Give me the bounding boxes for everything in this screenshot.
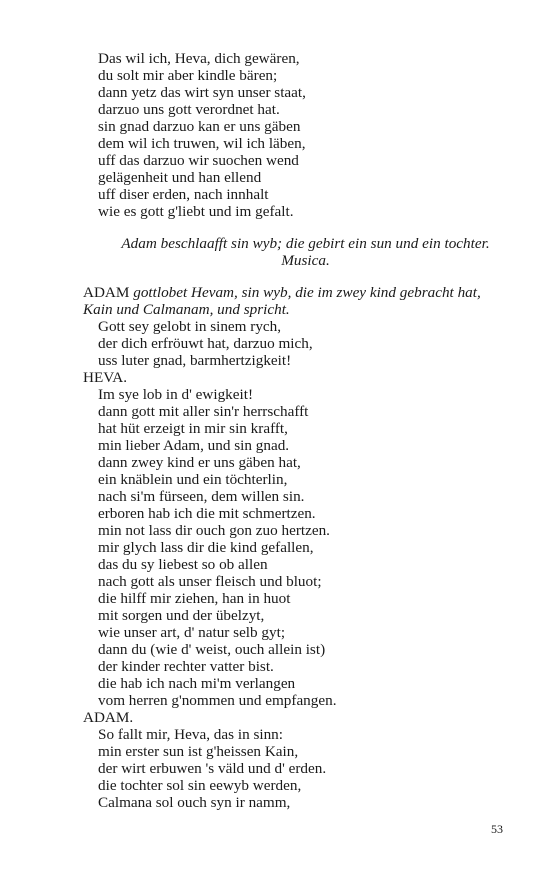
verse-line: min lieber Adam, und sin gnad. [98, 437, 290, 454]
speaker-name: ADAM [83, 284, 130, 301]
verse-line: uff diser erden, nach innhalt [98, 186, 269, 203]
verse-line: dann gott mit aller sin'r herrschafft [98, 403, 309, 420]
verse-line: dann yetz das wirt syn unser staat, [98, 84, 306, 101]
verse-line: wie unser art, d' natur selb gyt; [98, 624, 286, 641]
verse-line: uss luter gnad, barmhertzigkeit! [98, 352, 292, 369]
speech-adam [83, 709, 513, 811]
stage-direction [83, 235, 513, 269]
speaker-heading [83, 284, 513, 318]
verse-block [83, 50, 513, 220]
stage-direction-line: Musica. [281, 252, 330, 269]
verse-line: die tochter sol sin eewyb werden, [98, 777, 302, 794]
verse-line: sin gnad darzuo kan er uns gäben [98, 118, 301, 135]
verse-line: erboren hab ich die mit schmertzen. [98, 505, 316, 522]
verse-line: der wirt erbuwen 's väld und d' erden. [98, 760, 327, 777]
verse-line: Calmana sol ouch syn ir namm, [98, 794, 291, 811]
verse-line: uff das darzuo wir suochen wend [98, 152, 299, 169]
text-body [83, 50, 513, 811]
speaker-direction: gottlobet Hevam, sin wyb, die im zwey kind gebracht hat, Kain und Calmanam, und spricht. [83, 284, 481, 318]
verse-line: der dich erfröuwt hat, darzuo mich, [98, 335, 313, 352]
verse-line: min erster sun ist g'heissen Kain, [98, 743, 299, 760]
verse-line: hat hüt erzeigt in mir sin krafft, [98, 420, 288, 437]
verse-line: Das wil ich, Heva, dich gewären, [98, 50, 300, 67]
speaker-name: HEVA. [83, 369, 128, 386]
verse-line: Gott sey gelobt in sinem rych, [98, 318, 282, 335]
verse-line: Im sye lob in d' ewigkeit! [98, 386, 254, 403]
verse-line: ein knäblein und ein töchterlin, [98, 471, 288, 488]
verse-line: mit sorgen und der übelzyt, [98, 607, 265, 624]
verse-line: vom herren g'nommen und empfangen. [98, 692, 337, 709]
verse-line: dem wil ich truwen, wil ich läben, [98, 135, 306, 152]
verse-line: dann du (wie d' weist, ouch allein ist) [98, 641, 326, 658]
speech-adam [83, 284, 513, 369]
stage-direction-line: Adam beschlaafft sin wyb; die gebirt ein sun und ein tochter. [121, 235, 490, 252]
verse-line: die hab ich nach mi'm verlangen [98, 675, 296, 692]
verse-line: mir glych lass dir die kind gefallen, [98, 539, 314, 556]
speech-heva [83, 369, 513, 709]
verse-line: nach si'm fürseen, dem willen sin. [98, 488, 305, 505]
verse-line: du solt mir aber kindle bären; [98, 67, 278, 84]
page-number: 53 [491, 822, 503, 836]
speaker-name: ADAM. [83, 709, 134, 726]
verse-line: gelägenheit und han ellend [98, 169, 262, 186]
verse-line: wie es gott g'liebt und im gefalt. [98, 203, 294, 220]
verse-line: min not lass dir ouch gon zuo hertzen. [98, 522, 330, 539]
verse-line: das du sy liebest so ob allen [98, 556, 268, 573]
verse-line: nach gott als unser fleisch und bluot; [98, 573, 322, 590]
verse-line: darzuo uns gott verordnet hat. [98, 101, 280, 118]
verse-line: So fallt mir, Heva, das in sinn: [98, 726, 283, 743]
verse-line: die hilff mir ziehen, han in huot [98, 590, 291, 607]
verse-line: der kinder rechter vatter bist. [98, 658, 274, 675]
verse-line: dann zwey kind er uns gäben hat, [98, 454, 301, 471]
